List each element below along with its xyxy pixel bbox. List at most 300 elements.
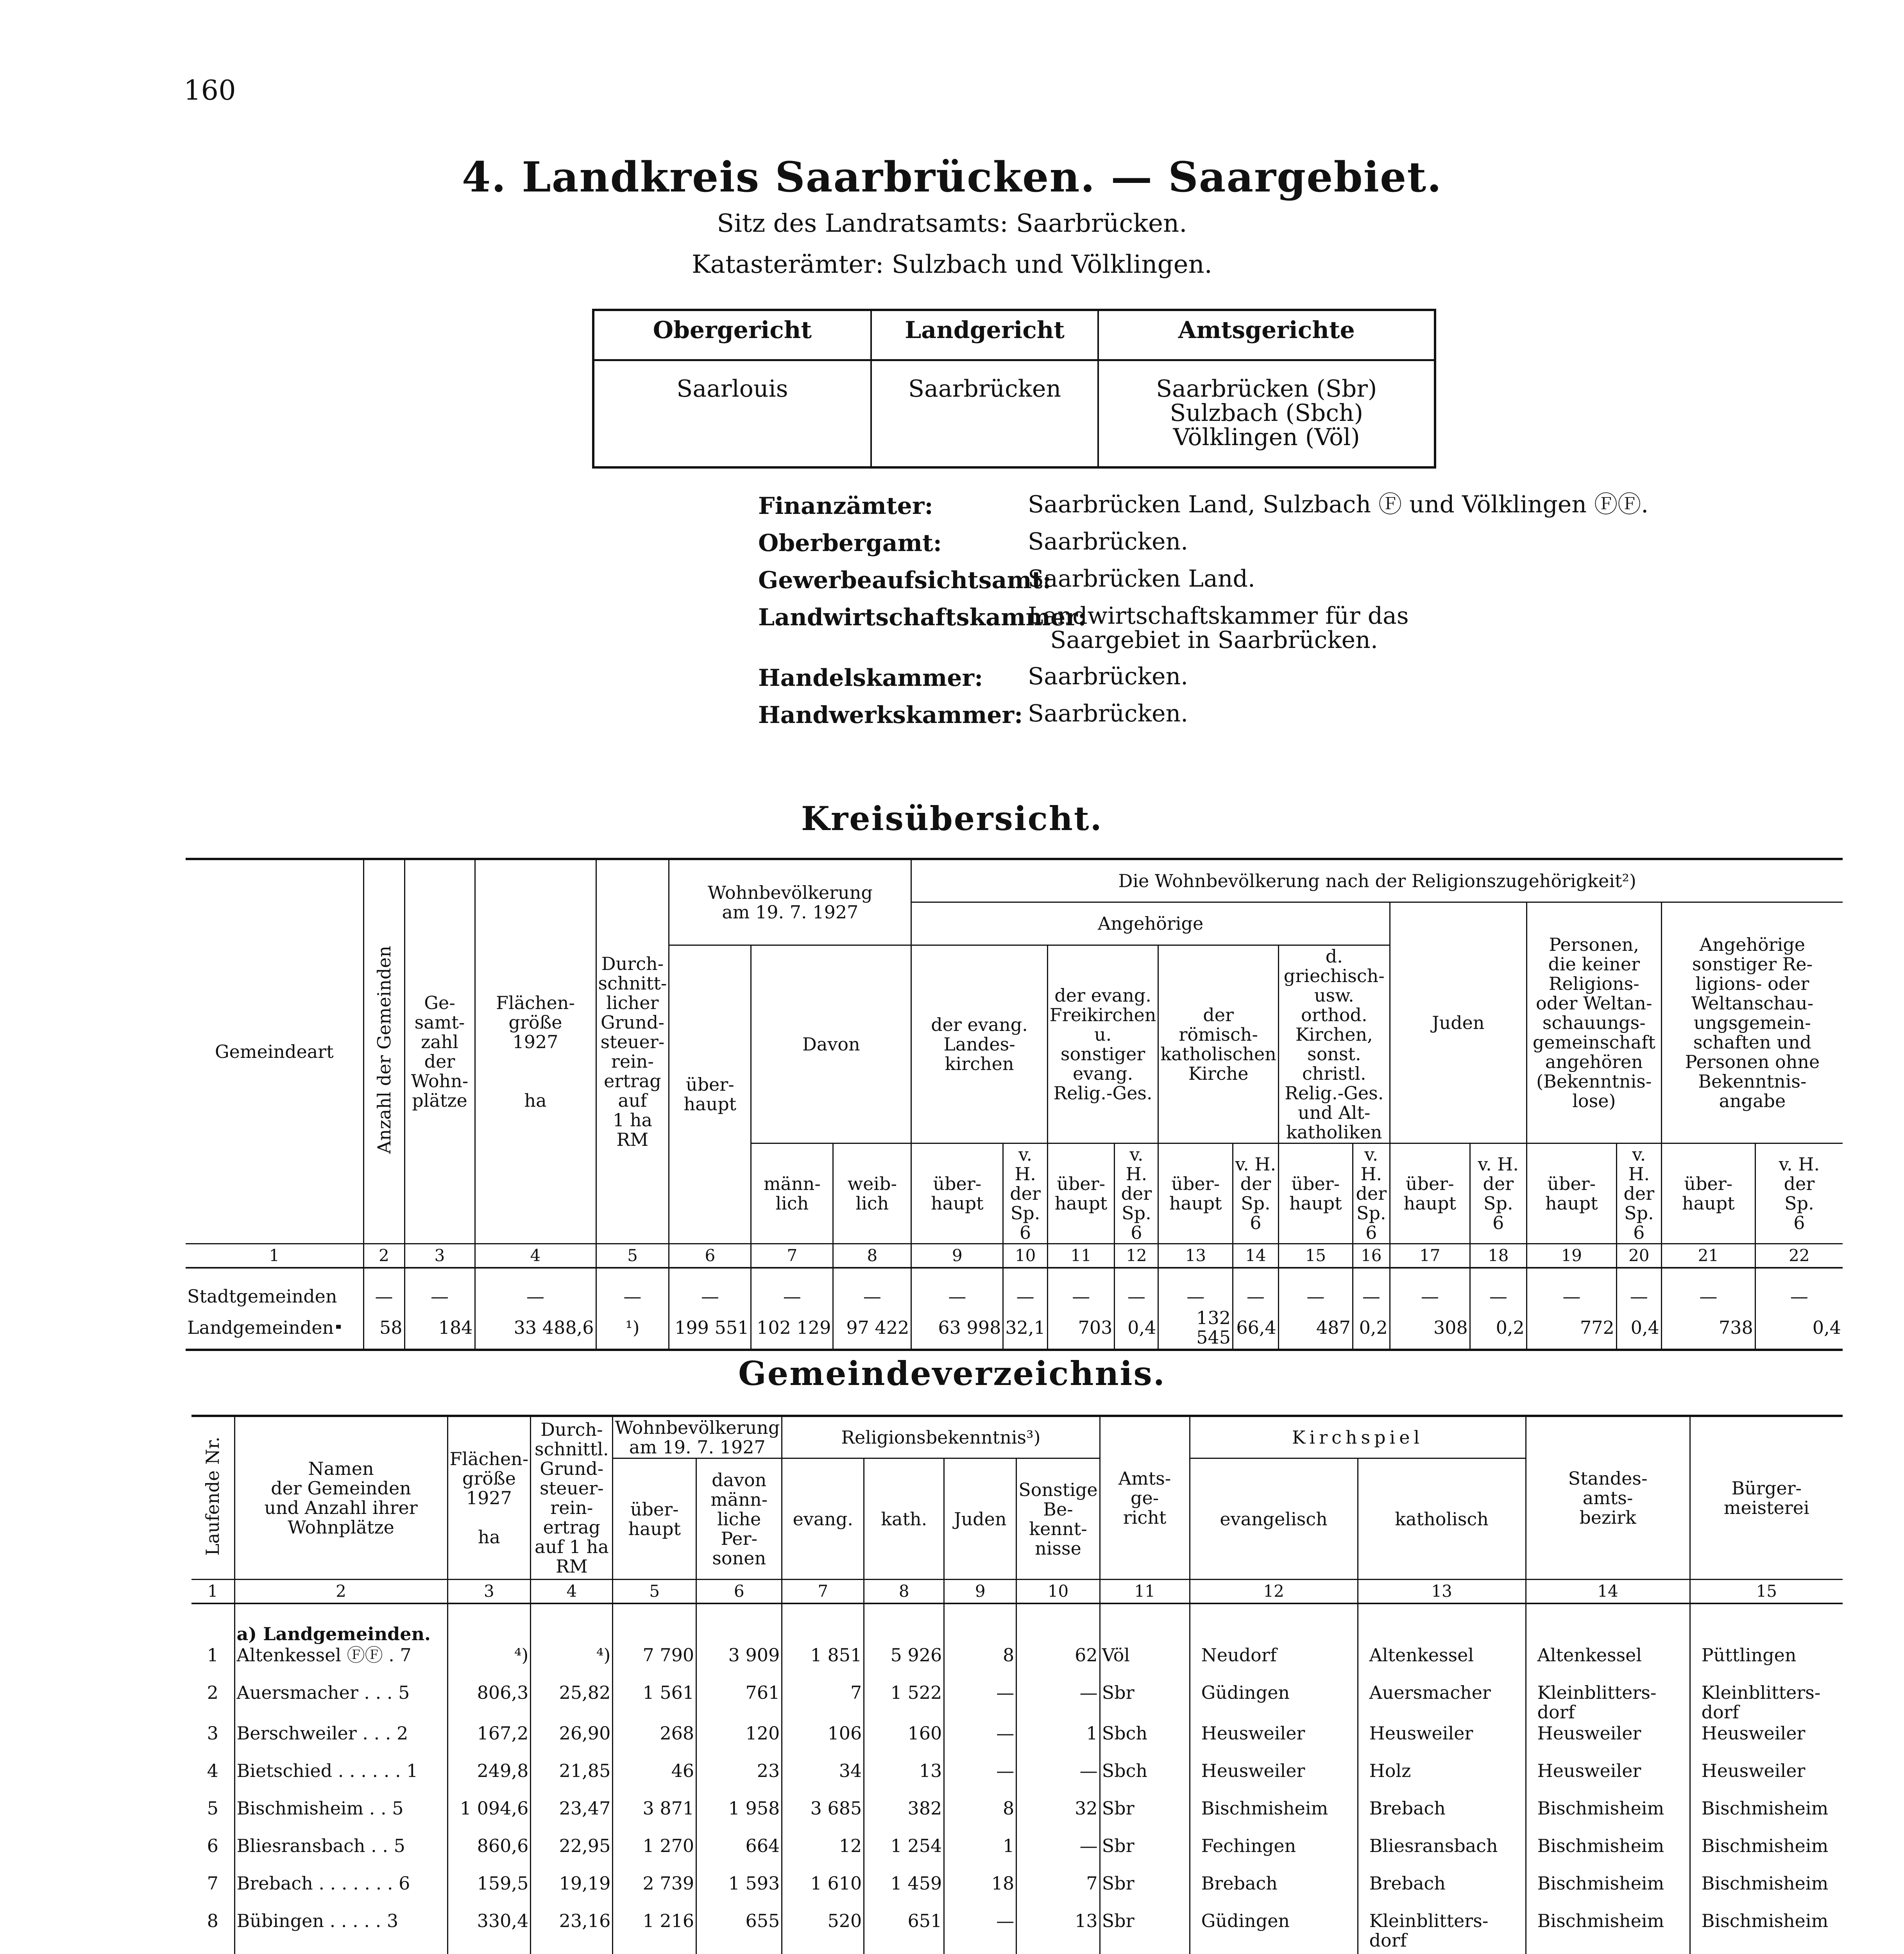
gv-section-label: a) Landgemeinden. — [234, 1603, 447, 1644]
gv-cell-evang: 3 685 — [782, 1798, 864, 1835]
kreis-cell: — — [911, 1268, 1003, 1307]
kreis-cell: 772 — [1526, 1307, 1616, 1350]
col-number: 5 — [613, 1580, 696, 1604]
kreis-h-ueb: über- haupt — [1526, 1143, 1616, 1244]
office-value: Saarbrücken. — [1028, 663, 1188, 690]
gv-cell-maennl: 120 — [696, 1723, 782, 1760]
gv-cell-ertrag: 22,95 — [531, 1835, 613, 1873]
gv-cell-bm: Bischmisheim — [1690, 1910, 1843, 1951]
kreis-cell: 0,2 — [1470, 1307, 1526, 1350]
gv-cell-bm: Heusweiler — [1690, 1760, 1843, 1798]
kreis-row-name: Landgemeinden — [187, 1317, 334, 1338]
gv-cell-st: Heusweiler — [1526, 1723, 1690, 1760]
gv-spacer-cell — [864, 1951, 944, 1954]
gv-cell-nr: 5 — [207, 1798, 218, 1819]
gv-cell-name: Bietschied . . . . . . 1 — [234, 1760, 447, 1798]
gv-cell-ertrag: 19,19 — [531, 1873, 613, 1910]
gv-spacer-cell — [447, 1951, 531, 1954]
gv-cell-ka: Bliesransbach — [1358, 1835, 1526, 1873]
col-number: 8 — [864, 1580, 944, 1604]
gv-cell-ev: Brebach — [1190, 1873, 1358, 1910]
stray-mark — [336, 1325, 341, 1329]
kreis-row-name: Stadtgemeinden — [187, 1285, 337, 1307]
kreis-cell: — — [833, 1268, 911, 1307]
kreis-h-vh: v. H. der Sp. 6 — [1003, 1143, 1047, 1244]
kreis-h-ueb: über- haupt — [1661, 1143, 1755, 1244]
gv-cell-ertrag: 26,90 — [531, 1723, 613, 1760]
kreis-h-ueb: über- haupt — [1047, 1143, 1115, 1244]
col-number: 13 — [1158, 1244, 1233, 1268]
col-number: 3 — [404, 1244, 475, 1268]
gv-cell-ag: Sbr — [1100, 1798, 1190, 1835]
gv-cell-bm: Heusweiler — [1690, 1723, 1843, 1760]
gv-cell-sonst: 1 — [1016, 1723, 1100, 1760]
office-value: Saarbrücken Land. — [1028, 565, 1255, 592]
col-number: 12 — [1190, 1580, 1358, 1604]
kreis-h-davon: Davon — [751, 945, 911, 1143]
col-number: 6 — [669, 1244, 751, 1268]
kreis-cell: ¹) — [596, 1307, 669, 1350]
kreis-cell: — — [1047, 1268, 1115, 1307]
gv-spacer-cell — [234, 1951, 447, 1954]
gv-cell-ag: Sbr — [1100, 1682, 1190, 1723]
gv-h-lfd — [191, 1416, 234, 1580]
gv-title: Gemeindeverzeichnis. — [738, 1354, 1166, 1393]
col-number: 11 — [1100, 1580, 1190, 1604]
office-label: Handelskammer: — [758, 664, 983, 692]
kreis-h-frei: der evang. Freikirchen u. sonstiger evang. Relig.-Ges. — [1047, 945, 1158, 1143]
gv-cell-name: Auersmacher . . . 5 — [234, 1682, 447, 1723]
col-number: 19 — [1526, 1244, 1616, 1268]
kreis-cell: 0,4 — [1755, 1307, 1843, 1350]
court-header: Obergericht — [593, 310, 871, 360]
col-number: 7 — [751, 1244, 833, 1268]
gv-cell-evang: 1 851 — [782, 1644, 864, 1682]
gv-cell-kath: 1 254 — [864, 1835, 944, 1873]
col-number: 4 — [475, 1244, 596, 1268]
col-number: 1 — [186, 1244, 363, 1268]
kreis-cell: — — [1526, 1268, 1616, 1307]
gv-cell-flaeche: 167,2 — [447, 1723, 531, 1760]
col-number: 12 — [1115, 1244, 1158, 1268]
gv-cell-ag: Völ — [1100, 1644, 1190, 1682]
gv-h-religion: Religionsbekenntnis³) — [782, 1416, 1100, 1458]
gv-cell-ertrag: 25,82 — [531, 1682, 613, 1723]
kreis-h-ertrag-text: Durch- schnitt- licher Grund- steuer- rein- ertrag auf 1 ha — [598, 953, 667, 1131]
col-number: 15 — [1278, 1244, 1353, 1268]
gv-h-ertrag — [531, 1416, 613, 1580]
gv-cell-ueb: 1 561 — [613, 1682, 696, 1723]
kreis-h-anzahl — [363, 859, 404, 1244]
kreis-h-maennlich: männ- lich — [751, 1143, 833, 1244]
gv-cell-juden: — — [944, 1760, 1016, 1798]
office-label: Gewerbeaufsichtsamt: — [758, 567, 1051, 594]
kreis-h-juden: Juden — [1390, 902, 1526, 1143]
kreis-h-vh: v. H. der Sp. 6 — [1233, 1143, 1278, 1244]
col-number: 5 — [596, 1244, 669, 1268]
gv-row — [191, 1798, 1843, 1835]
kreis-cell: — — [596, 1268, 669, 1307]
gv-cell-ueb: 2 739 — [613, 1873, 696, 1910]
gv-cell-flaeche: 159,5 — [447, 1873, 531, 1910]
gv-cell-evang: 7 — [782, 1682, 864, 1723]
kreis-h-ertrag-unit: RM — [616, 1129, 649, 1150]
col-number: 20 — [1616, 1244, 1661, 1268]
kreis-title: Kreisübersicht. — [801, 799, 1103, 838]
page-number: 160 — [184, 74, 236, 106]
gv-cell-nr: 7 — [207, 1873, 218, 1894]
gv-row — [191, 1682, 1843, 1723]
gv-cell-name: Bübingen . . . . . 3 — [234, 1910, 447, 1951]
kreis-h-religion: Die Wohnbevölkerung nach der Religionszugehörigkeit²) — [911, 859, 1843, 902]
gv-row — [191, 1723, 1843, 1760]
kreis-cell: 32,1 — [1003, 1307, 1047, 1350]
office-value: Saarbrücken Land, Sulzbach Ⓕ und Völklingen ⒻⒻ. — [1028, 491, 1649, 518]
gv-row-spacer — [191, 1951, 1843, 1954]
gv-cell-ev: Güdingen — [1190, 1910, 1358, 1951]
gv-row — [191, 1873, 1843, 1910]
gv-cell-st: Heusweiler — [1526, 1760, 1690, 1798]
cadastre-line: Katasterämter: Sulzbach und Völklingen. — [691, 250, 1213, 279]
gv-h-flaeche-unit: ha — [478, 1526, 500, 1548]
kreis-cell: — — [1661, 1268, 1755, 1307]
gv-cell-juden: — — [944, 1910, 1016, 1951]
kreis-cell: 487 — [1278, 1307, 1353, 1350]
court-header: Landgericht — [871, 310, 1099, 360]
kreis-row — [186, 1307, 1843, 1350]
gv-spacer-cell — [1100, 1951, 1190, 1954]
gv-spacer-cell — [696, 1951, 782, 1954]
kreis-h-keine: Personen, die keiner Religions- oder Weltan- schauungs- gemeinschaft angehören (Bekenntnis- lose) — [1526, 902, 1661, 1143]
kreis-h-gemeindeart: Gemeindeart — [186, 859, 363, 1244]
kreis-h-vh: v. H. der Sp. 6 — [1353, 1143, 1390, 1244]
gv-cell-ag: Sbr — [1100, 1835, 1190, 1873]
kreis-cell: — — [1353, 1268, 1390, 1307]
gv-cell-evang: 520 — [782, 1910, 864, 1951]
gv-cell-ev: Heusweiler — [1190, 1760, 1358, 1798]
gv-cell-sonst: 62 — [1016, 1644, 1100, 1682]
gv-cell-kath: 5 926 — [864, 1644, 944, 1682]
gv-spacer-cell — [613, 1951, 696, 1954]
gv-cell-name: Altenkessel ⒻⒻ . 7 — [234, 1644, 447, 1682]
gv-cell-kath: 382 — [864, 1798, 944, 1835]
gv-cell-ueb: 3 871 — [613, 1798, 696, 1835]
gv-cell-maennl: 1 958 — [696, 1798, 782, 1835]
gv-cell-flaeche: 1 094,6 — [447, 1798, 531, 1835]
kreis-cell: — — [669, 1268, 751, 1307]
gv-h-katholisch: katholisch — [1358, 1458, 1526, 1580]
gv-cell-name: Bischmisheim . . 5 — [234, 1798, 447, 1835]
gv-spacer-cell — [1190, 1951, 1358, 1954]
gv-cell-sonst: — — [1016, 1760, 1100, 1798]
gv-cell-juden: — — [944, 1723, 1016, 1760]
col-number: 2 — [234, 1580, 447, 1604]
gv-cell-ertrag: 23,47 — [531, 1798, 613, 1835]
gv-cell-ka: Auersmacher — [1358, 1682, 1526, 1723]
gv-h-kath: kath. — [864, 1458, 944, 1580]
gv-body — [191, 1644, 1843, 1954]
gv-cell-ueb: 1 270 — [613, 1835, 696, 1873]
gv-cell-ag: Sbch — [1100, 1760, 1190, 1798]
gv-spacer-cell — [1016, 1951, 1100, 1954]
gv-cell-sonst: 32 — [1016, 1798, 1100, 1835]
gv-cell-maennl: 1 593 — [696, 1873, 782, 1910]
gv-spacer-cell — [531, 1951, 613, 1954]
kreis-row — [186, 1268, 1843, 1307]
kreis-cell: — — [1616, 1268, 1661, 1307]
gv-cell-ueb: 1 216 — [613, 1910, 696, 1951]
gv-cell-ev: Güdingen — [1190, 1682, 1358, 1723]
kreis-cell: 58 — [363, 1307, 404, 1350]
gv-cell-kath: 1 459 — [864, 1873, 944, 1910]
kreis-cell: 63 998 — [911, 1307, 1003, 1350]
gv-cell-ev: Neudorf — [1190, 1644, 1358, 1682]
col-number: 17 — [1390, 1244, 1470, 1268]
kreis-cell: — — [1233, 1268, 1278, 1307]
gv-h-flaeche-text: Flächen- größe 1927 — [449, 1448, 529, 1508]
seat-line: Sitz des Landratsamts: Saarbrücken. — [717, 209, 1187, 238]
kreis-h-griech: d. griechisch- usw. orthod. Kirchen, sonst. christl. Relig.-Ges. und Alt- katholiken — [1278, 945, 1390, 1143]
kreis-h-ertrag — [596, 859, 669, 1244]
kreis-cell: 308 — [1390, 1307, 1470, 1350]
col-number: 13 — [1358, 1580, 1526, 1604]
kreis-h-ueb: über- haupt — [911, 1143, 1003, 1244]
gv-h-maennl: davon männ- liche Per- sonen — [696, 1458, 782, 1580]
col-number: 1 — [191, 1580, 234, 1604]
office-value: Saarbrücken. — [1028, 528, 1188, 555]
kreis-cell: 132 545 — [1158, 1307, 1233, 1350]
kreis-cell: — — [1003, 1268, 1047, 1307]
gv-h-ertrag-unit: RM — [555, 1556, 588, 1577]
court-value: Saarbrücken — [871, 360, 1099, 468]
col-number: 10 — [1003, 1244, 1047, 1268]
gv-cell-maennl: 761 — [696, 1682, 782, 1723]
kreis-cell: 66,4 — [1233, 1307, 1278, 1350]
gv-h-sonst: Sonstige Be- kennt- nisse — [1016, 1458, 1100, 1580]
gv-row — [191, 1644, 1843, 1682]
gv-cell-sonst: 13 — [1016, 1910, 1100, 1951]
kreis-h-ueberhaupt: über- haupt — [669, 945, 751, 1244]
kreis-cell: 199 551 — [669, 1307, 751, 1350]
gv-cell-st: Kleinblitters- dorf — [1526, 1682, 1690, 1723]
col-number: 3 — [447, 1580, 531, 1604]
gv-cell-name: Brebach . . . . . . . 6 — [234, 1873, 447, 1910]
kreis-cell: — — [475, 1268, 596, 1307]
gv-cell-bm: Püttlingen — [1690, 1644, 1843, 1682]
col-number: 14 — [1233, 1244, 1278, 1268]
gv-cell-kath: 651 — [864, 1910, 944, 1951]
gv-cell-juden: — — [944, 1682, 1016, 1723]
page-title: 4. Landkreis Saarbrücken. — Saargebiet. — [462, 152, 1442, 201]
gv-spacer-cell — [191, 1951, 234, 1954]
gv-cell-flaeche: ⁴) — [447, 1644, 531, 1682]
kreis-cell: — — [751, 1268, 833, 1307]
gv-cell-nr: 4 — [207, 1760, 218, 1781]
gv-cell-name: Berschweiler . . . 2 — [234, 1723, 447, 1760]
gv-cell-kath: 13 — [864, 1760, 944, 1798]
office-value: Landwirtschaftskammer für das Saargebiet in Saarbrücken. — [1028, 602, 1409, 654]
kreis-h-vh: v. H. der Sp. 6 — [1755, 1143, 1843, 1244]
gv-cell-st: Bischmisheim — [1526, 1835, 1690, 1873]
kreis-h-ueb: über- haupt — [1278, 1143, 1353, 1244]
gv-cell-nr: 1 — [207, 1644, 218, 1666]
col-number: 16 — [1353, 1244, 1390, 1268]
gv-cell-ertrag: 21,85 — [531, 1760, 613, 1798]
gv-h-wohnbev: Wohnbevölkerung am 19. 7. 1927 — [613, 1416, 782, 1458]
gv-cell-ag: Sbch — [1100, 1723, 1190, 1760]
gv-h-amtsgericht: Amts- ge- richt — [1100, 1416, 1190, 1580]
kreis-h-flaeche-unit: ha — [524, 1090, 547, 1111]
gv-col-numbers — [191, 1580, 1843, 1604]
kreis-h-anzahl-text: Anzahl der Gemeinden — [373, 946, 395, 1154]
gv-h-standesamt: Standes- amts- bezirk — [1526, 1416, 1690, 1580]
gv-cell-sonst: 7 — [1016, 1873, 1100, 1910]
gv-cell-maennl: 23 — [696, 1760, 782, 1798]
gv-cell-juden: 8 — [944, 1798, 1016, 1835]
col-number: 4 — [531, 1580, 613, 1604]
kreis-cell: 97 422 — [833, 1307, 911, 1350]
gv-cell-nr: 8 — [207, 1910, 218, 1931]
kreis-cell: 102 129 — [751, 1307, 833, 1350]
gv-h-flaeche — [447, 1416, 531, 1580]
courts-table — [592, 309, 1436, 469]
gv-cell-ertrag: ⁴) — [531, 1644, 613, 1682]
gv-spacer-cell — [1358, 1951, 1526, 1954]
gv-cell-maennl: 655 — [696, 1910, 782, 1951]
kreis-cell: — — [404, 1268, 475, 1307]
gv-cell-sonst: — — [1016, 1835, 1100, 1873]
gv-cell-ka: Brebach — [1358, 1798, 1526, 1835]
gv-h-evang: evang. — [782, 1458, 864, 1580]
gv-cell-bm: Bischmisheim — [1690, 1835, 1843, 1873]
gv-spacer-cell — [944, 1951, 1016, 1954]
gv-spacer-cell — [782, 1951, 864, 1954]
office-label: Landwirtschaftskammer: — [758, 604, 1086, 631]
col-number: 10 — [1016, 1580, 1100, 1604]
kreis-cell: — — [1278, 1268, 1353, 1307]
gv-cell-st: Bischmisheim — [1526, 1910, 1690, 1951]
kreis-cell: 0,4 — [1115, 1307, 1158, 1350]
kreis-cell: — — [363, 1268, 404, 1307]
kreis-h-ueb: über- haupt — [1390, 1143, 1470, 1244]
gv-h-lfd-text: Laufende Nr. — [202, 1437, 224, 1556]
gv-cell-evang: 106 — [782, 1723, 864, 1760]
gv-cell-kath: 1 522 — [864, 1682, 944, 1723]
gv-row — [191, 1910, 1843, 1951]
gv-cell-st: Bischmisheim — [1526, 1873, 1690, 1910]
court-value: Saarbrücken (Sbr) Sulzbach (Sbch) Völklingen (Völ) — [1098, 360, 1435, 468]
gv-cell-nr: 2 — [207, 1682, 218, 1703]
gv-cell-ertrag: 23,16 — [531, 1910, 613, 1951]
col-number: 21 — [1661, 1244, 1755, 1268]
gv-cell-juden: 1 — [944, 1835, 1016, 1873]
gv-cell-nr: 3 — [207, 1723, 218, 1744]
gv-cell-st: Bischmisheim — [1526, 1798, 1690, 1835]
gv-cell-juden: 18 — [944, 1873, 1016, 1910]
gv-cell-ueb: 268 — [613, 1723, 696, 1760]
col-number: 2 — [363, 1244, 404, 1268]
gv-cell-ev: Heusweiler — [1190, 1723, 1358, 1760]
gv-spacer-cell — [1526, 1951, 1690, 1954]
kreis-table — [186, 858, 1843, 1351]
kreis-h-evang: der evang. Landes- kirchen — [911, 945, 1047, 1143]
col-number: 9 — [944, 1580, 1016, 1604]
kreis-cell: — — [1470, 1268, 1526, 1307]
kreis-cell: — — [1390, 1268, 1470, 1307]
col-number: 7 — [782, 1580, 864, 1604]
kreis-h-flaeche-text: Flächen- größe 1927 — [496, 992, 575, 1052]
kreis-cell: 33 488,6 — [475, 1307, 596, 1350]
kreis-cell: — — [1158, 1268, 1233, 1307]
gv-row — [191, 1760, 1843, 1798]
gv-cell-flaeche: 249,8 — [447, 1760, 531, 1798]
gv-cell-ueb: 7 790 — [613, 1644, 696, 1682]
kreis-h-weiblich: weib- lich — [833, 1143, 911, 1244]
kreis-h-angehoerige: Angehörige — [911, 902, 1390, 945]
gv-cell-evang: 12 — [782, 1835, 864, 1873]
gv-cell-ev: Bischmisheim — [1190, 1798, 1358, 1835]
gv-row — [191, 1835, 1843, 1873]
col-number: 22 — [1755, 1244, 1843, 1268]
col-number: 6 — [696, 1580, 782, 1604]
gv-cell-flaeche: 860,6 — [447, 1835, 531, 1873]
kreis-cell: — — [1115, 1268, 1158, 1307]
kreis-cell: 0,4 — [1616, 1307, 1661, 1350]
gv-cell-ag: Sbr — [1100, 1873, 1190, 1910]
kreis-col-numbers — [186, 1244, 1843, 1268]
gv-h-evangelisch: evangelisch — [1190, 1458, 1358, 1580]
gv-cell-flaeche: 806,3 — [447, 1682, 531, 1723]
gv-spacer-cell — [1690, 1951, 1843, 1954]
court-header: Amtsgerichte — [1098, 310, 1435, 360]
gv-cell-bm: Bischmisheim — [1690, 1873, 1843, 1910]
gv-table — [191, 1415, 1843, 1954]
kreis-cell: 703 — [1047, 1307, 1115, 1350]
gv-cell-ka: Holz — [1358, 1760, 1526, 1798]
gv-h-ertrag-text: Durch- schnittl. Grund- steuer- rein- ertrag auf 1 ha — [535, 1419, 609, 1557]
gv-cell-ka: Altenkessel — [1358, 1644, 1526, 1682]
col-number: 8 — [833, 1244, 911, 1268]
gv-h-buergermeisterei: Bürger- meisterei — [1690, 1416, 1843, 1580]
kreis-h-flaeche — [475, 859, 596, 1244]
kreis-h-ueb: über- haupt — [1158, 1143, 1233, 1244]
col-number: 9 — [911, 1244, 1003, 1268]
gv-cell-st: Altenkessel — [1526, 1644, 1690, 1682]
kreis-cell: 184 — [404, 1307, 475, 1350]
gv-cell-name: Bliesransbach . . 5 — [234, 1835, 447, 1873]
kreis-h-vh: v. H. der Sp. 6 — [1616, 1143, 1661, 1244]
col-number: 15 — [1690, 1580, 1843, 1604]
gv-cell-ag: Sbr — [1100, 1910, 1190, 1951]
kreis-h-vh: v. H. der Sp. 6 — [1115, 1143, 1158, 1244]
gv-cell-flaeche: 330,4 — [447, 1910, 531, 1951]
gv-cell-juden: 8 — [944, 1644, 1016, 1682]
gv-cell-maennl: 3 909 — [696, 1644, 782, 1682]
kreis-cell: — — [1755, 1268, 1843, 1307]
gv-cell-bm: Kleinblitters- dorf — [1690, 1682, 1843, 1723]
gv-cell-ka: Heusweiler — [1358, 1723, 1526, 1760]
kreis-cell: 0,2 — [1353, 1307, 1390, 1350]
col-number: 11 — [1047, 1244, 1115, 1268]
gv-cell-sonst: — — [1016, 1682, 1100, 1723]
gv-cell-nr: 6 — [207, 1835, 218, 1856]
office-value: Saarbrücken. — [1028, 700, 1188, 727]
office-label: Oberbergamt: — [758, 530, 942, 557]
office-label: Finanzämter: — [758, 492, 933, 520]
kreis-h-vh: v. H. der Sp. 6 — [1470, 1143, 1526, 1244]
gv-cell-evang: 1 610 — [782, 1873, 864, 1910]
kreis-h-wohnbev: Wohnbevölkerung am 19. 7. 1927 — [669, 859, 911, 945]
